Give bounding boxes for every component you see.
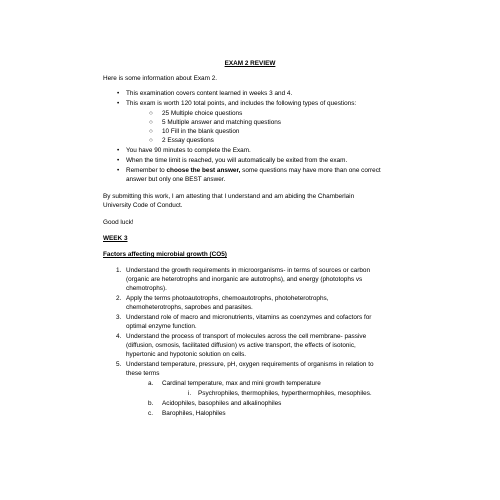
- subitem-text: Acidophiles, basophiles and alkalinophiles: [162, 400, 282, 407]
- item-number: 4.: [116, 333, 122, 340]
- item-text: (organic are heterotrophs and inorganic are autotrophs), and energy (phototophs vs: [126, 276, 363, 283]
- item-text: Understand the process of transport of molecules across the cell membrane- passive: [126, 333, 367, 340]
- subitem-text: Cardinal temperature, max and mini growth temperature: [162, 380, 321, 387]
- sub-bullet-marker: ○: [149, 137, 153, 144]
- week-heading: WEEK 3: [103, 235, 128, 242]
- item-text: Understand the growth requirements in microorganisms- in terms of sources or carbon: [126, 267, 371, 274]
- subitem-letter: b.: [148, 400, 154, 407]
- bullet-marker: •: [117, 157, 120, 164]
- bullet-marker: •: [117, 147, 120, 154]
- intro-text: Here is some information about Exam 2.: [103, 75, 218, 82]
- subitem-letter: c.: [148, 410, 153, 417]
- bullet-text: When the time limit is reached, you will automatically be exited from the exam.: [126, 157, 348, 164]
- subitem-letter: a.: [148, 380, 154, 387]
- attestation-line: By submitting this work, I am attesting that I understand and am abiding the Chamberlain: [103, 193, 355, 200]
- bullet-text: This exam is worth 120 total points, and includes the following types of questions:: [126, 100, 357, 107]
- subitem-roman: i.: [188, 390, 192, 397]
- sub-bullet-marker: ○: [149, 110, 153, 117]
- bullet-marker: •: [117, 90, 120, 97]
- item-number: 5.: [116, 361, 122, 368]
- bullet-text: [126, 166, 381, 175]
- bullet-marker: •: [117, 167, 120, 174]
- item-text: optimal enzyme function.: [126, 323, 197, 330]
- bullet-text-bold: choose the best answer,: [166, 167, 241, 174]
- bullet-text-continued: answer but only one BEST answer.: [126, 176, 226, 183]
- item-number: 3.: [116, 314, 122, 321]
- item-text: Understand temperature, pressure, pH, oxygen requirements of organisms in relation to: [126, 361, 374, 368]
- good-luck-text: Good luck!: [103, 219, 134, 226]
- item-text: (diffusion, osmosis, facilitated diffusion) vs active transport, the effects of isotonic,: [126, 342, 356, 349]
- item-text: Understand role of macro and micronutrients, vitamins as coenzymes and cofactors for: [126, 314, 372, 321]
- subitem-text: Barophiles, Halophiles: [162, 410, 226, 417]
- item-text: these terms: [126, 370, 160, 377]
- item-text: chemotrophs).: [126, 285, 167, 292]
- sub-bullet-text: 5 Multiple answer and matching questions: [162, 119, 282, 126]
- item-number: 1.: [116, 267, 122, 274]
- item-text: hypertonic and hypotonic solution on cells.: [126, 351, 247, 358]
- attestation-line: University Code of Conduct.: [103, 202, 183, 209]
- bullet-text-end: some questions may have more than one correct: [240, 167, 381, 174]
- subitem-text: Psychrophiles, thermophiles, hyperthermophiles, mesophiles.: [198, 390, 372, 397]
- sub-bullet-text: 25 Multiple choice questions: [162, 110, 243, 117]
- item-number: 2.: [116, 295, 122, 302]
- section-heading: Factors affecting microbial growth (CO5): [103, 251, 227, 258]
- bullet-text: You have 90 minutes to complete the Exam.: [126, 147, 251, 154]
- sub-bullet-marker: ○: [149, 128, 153, 135]
- page-title: EXAM 2 REVIEW: [224, 60, 276, 67]
- item-text: Apply the terms photoautotrophs, chemoautotrophs, photoheterotrophs,: [126, 295, 329, 302]
- bullet-text: This examination covers content learned in weeks 3 and 4.: [126, 90, 293, 97]
- sub-bullet-text: 2 Essay questions: [162, 137, 214, 144]
- bullet-marker: •: [117, 100, 120, 107]
- sub-bullet-text: 10 Fill in the blank question: [162, 128, 240, 135]
- item-text: chemoheterotrophs, saprobes and parasites.: [126, 304, 253, 311]
- bullet-text-start: Remember to: [126, 167, 167, 174]
- sub-bullet-marker: ○: [149, 119, 153, 126]
